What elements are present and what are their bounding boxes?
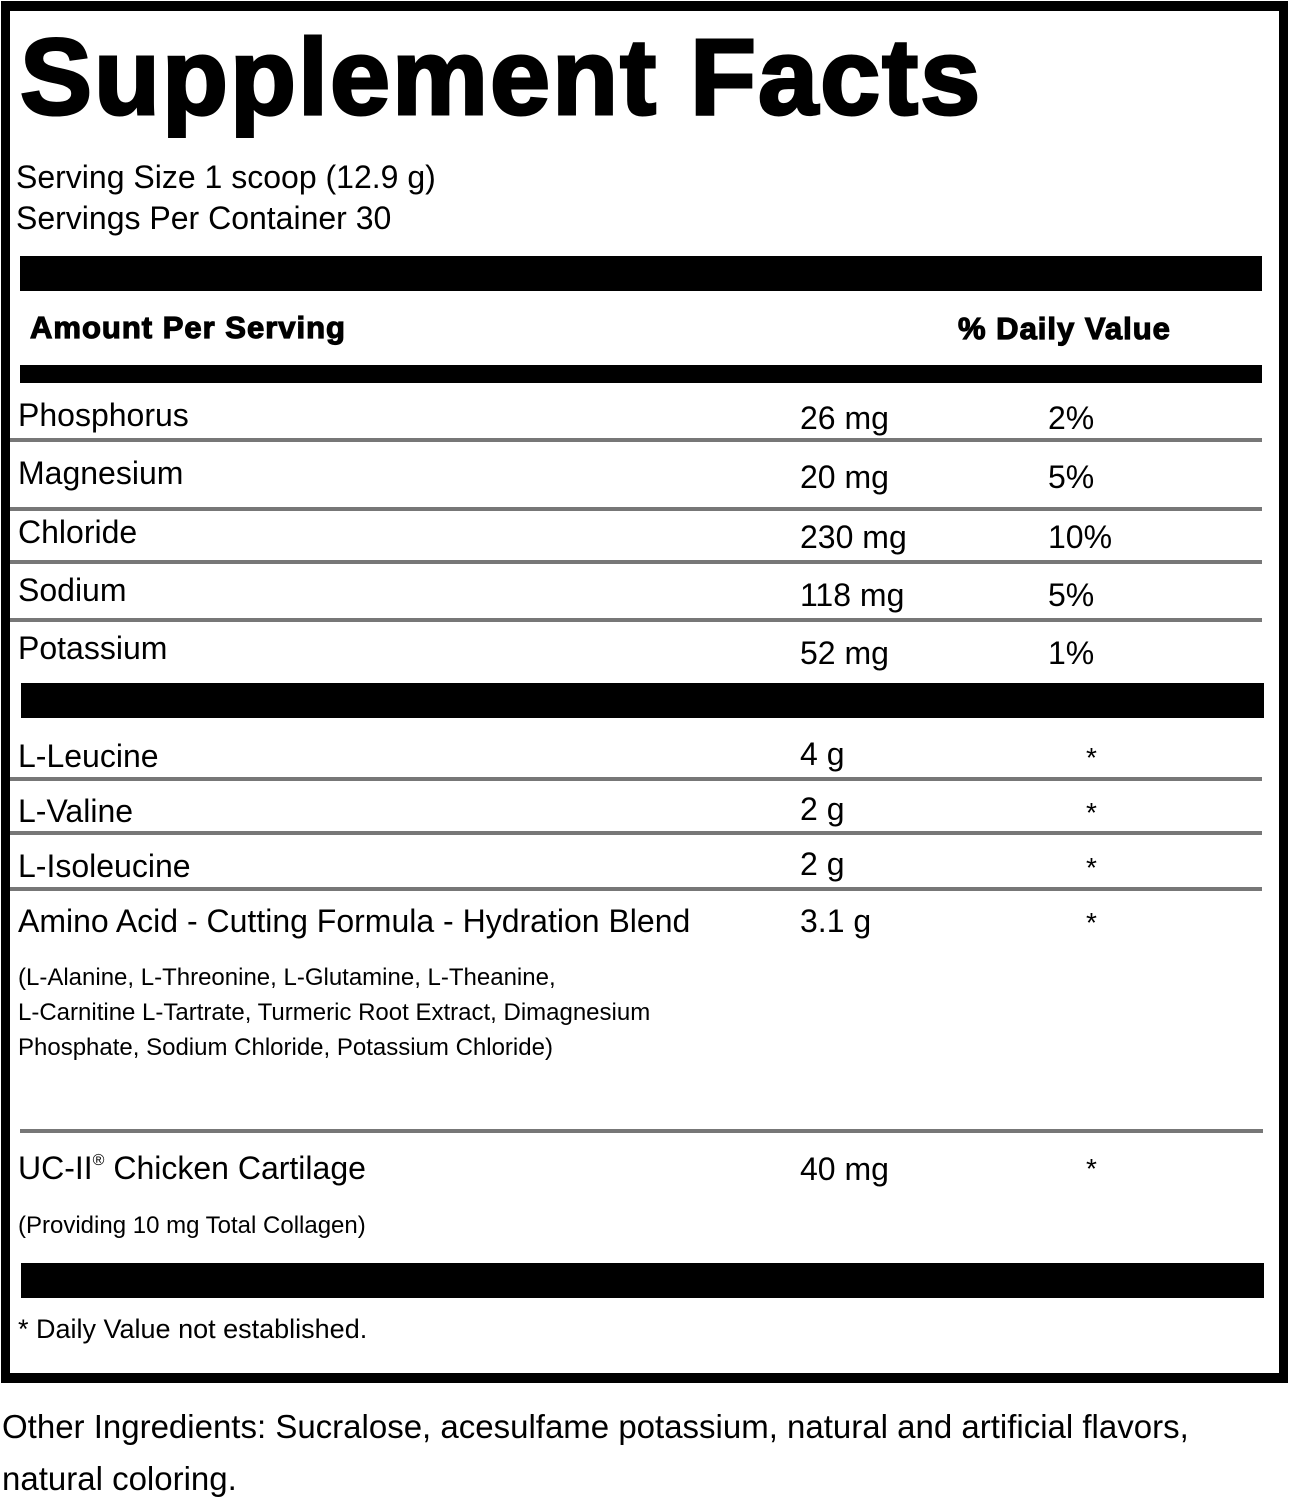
uc-ii-suffix: Chicken Cartilage xyxy=(104,1150,366,1186)
row-divider xyxy=(10,507,1262,511)
nutrient-amount: 4 g xyxy=(800,736,845,772)
uc-ii-note: (Providing 10 mg Total Collagen) xyxy=(18,1212,366,1239)
servings-per-container: Servings Per Container 30 xyxy=(16,200,392,236)
serving-size: Serving Size 1 scoop (12.9 g) xyxy=(16,159,436,195)
nutrient-name: L-Isoleucine xyxy=(18,848,191,884)
nutrient-name: Chloride xyxy=(18,514,138,550)
nutrient-amount: 118 mg xyxy=(800,577,905,613)
nutrient-amount: 230 mg xyxy=(800,519,907,555)
nutrient-daily-value: 2% xyxy=(1048,400,1095,436)
nutrient-amount: 2 g xyxy=(800,791,845,827)
blend-contents-line-2: L-Carnitine L-Tartrate, Turmeric Root Extract, Dimagnesium xyxy=(18,999,651,1026)
nutrient-daily-value: * xyxy=(1086,742,1097,773)
thick-divider-bottom xyxy=(21,1263,1264,1298)
uc-ii-prefix: UC-II xyxy=(18,1150,93,1186)
nutrient-amount: 52 mg xyxy=(800,635,889,671)
nutrient-name xyxy=(18,1149,366,1187)
thick-divider-top xyxy=(20,256,1262,291)
other-ingredients: Other Ingredients: Sucralose, acesulfame potassium, natural and artificial flavors, natural coloring. xyxy=(2,1408,1189,1497)
nutrient-daily-value: * xyxy=(1086,1153,1097,1184)
nutrient-amount: 3.1 g xyxy=(800,903,872,939)
nutrient-daily-value: 1% xyxy=(1048,635,1095,671)
daily-value-header: % Daily Value xyxy=(958,311,1171,346)
row-divider xyxy=(10,777,1262,781)
nutrient-name: Potassium xyxy=(18,630,168,666)
row-divider xyxy=(10,887,1262,891)
nutrient-amount: 26 mg xyxy=(800,400,889,436)
registered-mark: ® xyxy=(92,1152,105,1169)
nutrient-name: Phosphorus xyxy=(18,397,189,433)
nutrient-name: L-Valine xyxy=(18,793,134,829)
nutrient-daily-value: 5% xyxy=(1048,459,1095,495)
daily-value-footnote: * Daily Value not established. xyxy=(18,1314,368,1344)
nutrient-amount: 40 mg xyxy=(800,1151,889,1187)
nutrient-name: Magnesium xyxy=(18,455,184,491)
nutrient-amount: 20 mg xyxy=(800,459,889,495)
thick-divider-minerals xyxy=(21,683,1264,718)
amount-per-serving-header: Amount Per Serving xyxy=(30,310,346,345)
nutrient-name: L-Leucine xyxy=(18,738,159,774)
row-divider xyxy=(20,1129,1263,1133)
row-divider xyxy=(10,560,1262,564)
blend-contents-line-1: (L-Alanine, L-Threonine, L-Glutamine, L-Theanine, xyxy=(18,964,556,991)
nutrient-name: Amino Acid - Cutting Formula - Hydration Blend xyxy=(18,903,691,939)
nutrient-amount: 2 g xyxy=(800,846,845,882)
row-divider xyxy=(10,831,1262,835)
label-title: Supplement Facts xyxy=(20,16,983,137)
nutrient-daily-value: 10% xyxy=(1048,519,1113,555)
row-divider xyxy=(10,438,1262,442)
nutrient-daily-value: * xyxy=(1086,797,1097,828)
blend-contents-line-3: Phosphate, Sodium Chloride, Potassium Chloride) xyxy=(18,1034,553,1061)
nutrient-daily-value: * xyxy=(1086,907,1097,938)
nutrient-daily-value: * xyxy=(1086,852,1097,883)
nutrient-daily-value: 5% xyxy=(1048,577,1095,613)
nutrient-name: Sodium xyxy=(18,572,127,608)
thick-divider-header xyxy=(20,365,1262,383)
row-divider xyxy=(10,618,1262,622)
